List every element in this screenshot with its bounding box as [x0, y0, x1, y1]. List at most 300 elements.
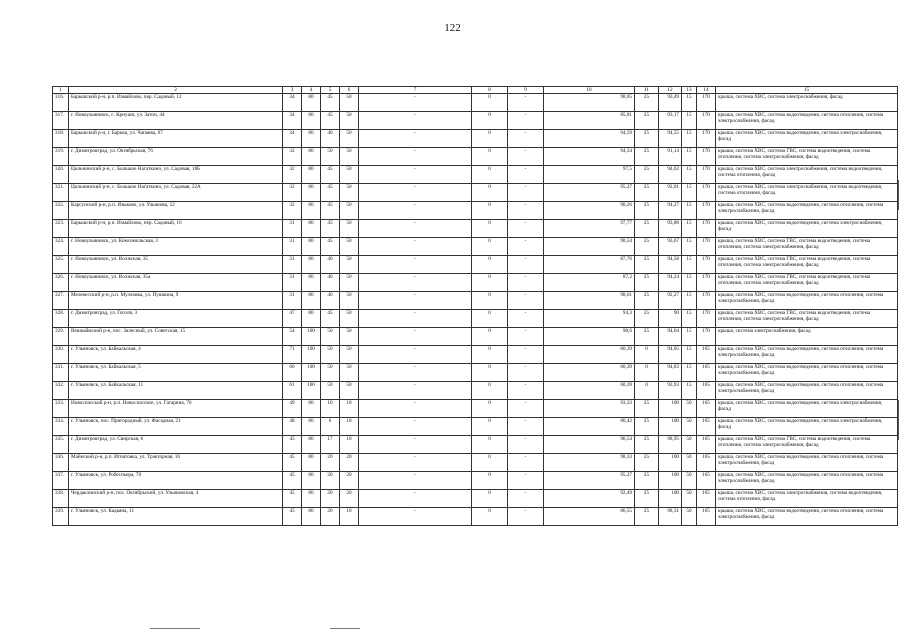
value-cell: 45 — [283, 436, 302, 454]
address-cell: Барышский р-н, г. Барыш, ул. Чапаева, 67 — [69, 130, 283, 148]
table-row — [53, 364, 898, 382]
row-number: 330. — [53, 346, 69, 364]
value-cell: 92,27 — [659, 292, 682, 310]
value-cell: 32 — [283, 166, 302, 184]
value-cell: 0 — [472, 148, 508, 166]
column-header: 8 — [472, 87, 508, 94]
value-cell: 66 — [283, 364, 302, 382]
value-cell: 25 — [635, 130, 659, 148]
value-cell: 94,05 — [659, 346, 682, 364]
value-cell: 10 — [340, 418, 359, 436]
value-cell: - — [359, 238, 472, 256]
works-cell: крыша, система ХВС, система водоотведения, система отопления, система электроснабжения, фасад — [716, 292, 898, 310]
address-cell: г. Ульяновск, пос. Пригородный, ул. Фасадная, 21 — [69, 418, 283, 436]
address-cell: г. Новоульяновск, ул. Волжская, 35 — [69, 256, 283, 274]
row-number: 335. — [53, 436, 69, 454]
column-header: 9 — [508, 87, 544, 94]
address-cell: г. Ульяновск, ул. Байкальская, 4 — [69, 346, 283, 364]
value-cell: 45 — [283, 472, 302, 490]
address-cell: г. Новоульяновск, с. Криуши, ул. Затон, 44 — [69, 112, 283, 130]
value-cell: - — [359, 364, 472, 382]
value-cell: 20 — [321, 490, 340, 508]
value-cell: 25 — [635, 436, 659, 454]
value-cell: 25 — [635, 490, 659, 508]
value-cell: 50 — [321, 364, 340, 382]
value-cell: 98,61 — [544, 292, 635, 310]
value-cell: - — [359, 382, 472, 400]
value-cell: 45 — [321, 220, 340, 238]
value-cell: 31 — [283, 220, 302, 238]
value-cell: 17 — [321, 436, 340, 454]
value-cell: 20 — [340, 454, 359, 472]
value-cell: 90 — [659, 310, 682, 328]
value-cell: 50 — [340, 274, 359, 292]
value-cell: 40 — [321, 274, 340, 292]
row-number: 333. — [53, 400, 69, 418]
value-cell: 165 — [697, 364, 716, 382]
value-cell: - — [508, 454, 544, 472]
table-row — [53, 220, 898, 238]
value-cell: - — [508, 418, 544, 436]
value-cell: - — [359, 220, 472, 238]
value-cell: 20 — [340, 472, 359, 490]
value-cell: 15 — [682, 292, 697, 310]
value-cell: 50 — [340, 346, 359, 364]
value-cell: 93,49 — [659, 94, 682, 112]
value-cell: 50 — [682, 418, 697, 436]
row-number: 326. — [53, 274, 69, 292]
row-number: 324. — [53, 238, 69, 256]
value-cell: - — [508, 166, 544, 184]
works-cell: крыша, система ХВС, система водоотведения, система отопления, система электроснабжения, фасад — [716, 112, 898, 130]
value-cell: 47 — [283, 310, 302, 328]
value-cell: - — [359, 184, 472, 202]
value-cell: 45 — [321, 184, 340, 202]
value-cell: 25 — [635, 418, 659, 436]
value-cell: 10 — [340, 400, 359, 418]
value-cell: 80 — [302, 112, 321, 130]
value-cell: 60,39 — [544, 346, 635, 364]
value-cell: 0 — [472, 220, 508, 238]
document-sheet — [52, 86, 897, 526]
table-row — [53, 292, 898, 310]
value-cell: 170 — [697, 310, 716, 328]
value-cell: 94,27 — [659, 202, 682, 220]
table-row — [53, 490, 898, 508]
value-cell: 25 — [635, 112, 659, 130]
value-cell: 25 — [635, 310, 659, 328]
value-cell: 0 — [472, 364, 508, 382]
value-cell: 80 — [302, 400, 321, 418]
value-cell: - — [508, 382, 544, 400]
value-cell: - — [359, 292, 472, 310]
value-cell: 50 — [321, 328, 340, 346]
value-cell: 80 — [302, 256, 321, 274]
value-cell: 0 — [472, 256, 508, 274]
value-cell: 100 — [302, 328, 321, 346]
value-cell: 0 — [472, 400, 508, 418]
works-cell: крыша, система ХВС, система водоотведения, система отопления, система электроснабжения, фасад — [716, 346, 898, 364]
value-cell: 93,67 — [659, 238, 682, 256]
value-cell: 50 — [321, 382, 340, 400]
address-cell: Цильнинский р-н, с. Большое Нагаткино, ул. Садовая, 22А — [69, 184, 283, 202]
address-cell: г. Димитровград, ул. Свирская, 6 — [69, 436, 283, 454]
value-cell: 50 — [340, 130, 359, 148]
value-cell: - — [359, 472, 472, 490]
row-number: 323. — [53, 220, 69, 238]
row-number: 321. — [53, 184, 69, 202]
value-cell: 10 — [340, 508, 359, 526]
address-cell: Новоспасский р-н, р.п. Новоспасское, ул. Гагарина, 70 — [69, 400, 283, 418]
works-cell: крыша, система ХВС, система водоотведения, система электроснабжения, фасад — [716, 130, 898, 148]
table-row — [53, 346, 898, 364]
table-row — [53, 508, 898, 526]
value-cell: 10 — [321, 400, 340, 418]
table-row — [53, 454, 898, 472]
value-cell: 80,42 — [544, 418, 635, 436]
value-cell: 170 — [697, 292, 716, 310]
value-cell: - — [508, 508, 544, 526]
value-cell: 50 — [340, 328, 359, 346]
value-cell: 50 — [682, 454, 697, 472]
value-cell: 170 — [697, 220, 716, 238]
value-cell: 0 — [635, 382, 659, 400]
value-cell: 20 — [321, 472, 340, 490]
value-cell: 94,64 — [659, 328, 682, 346]
value-cell: 0 — [472, 508, 508, 526]
value-cell: 50 — [340, 94, 359, 112]
address-cell: Майнский р-н, р.п. Игнатовка, ул. Тракторная, 16 — [69, 454, 283, 472]
column-header: 1 — [53, 87, 69, 94]
address-cell: г. Димитровград, ул. Октябрьская, 76 — [69, 148, 283, 166]
row-number: 329. — [53, 328, 69, 346]
column-header: 2 — [69, 87, 283, 94]
value-cell: 15 — [682, 274, 697, 292]
value-cell: 0 — [635, 364, 659, 382]
works-cell: крыша, система ХВС, система ГВС, система водоотведения, система отопления, система электроснабжения, фасад — [716, 310, 898, 328]
value-cell: 98,6 — [544, 328, 635, 346]
value-cell: 15 — [682, 220, 697, 238]
value-cell: - — [508, 202, 544, 220]
value-cell: 25 — [635, 148, 659, 166]
value-cell: - — [359, 436, 472, 454]
row-number: 331. — [53, 364, 69, 382]
row-number: 325. — [53, 256, 69, 274]
value-cell: - — [508, 184, 544, 202]
row-number: 317. — [53, 112, 69, 130]
value-cell: - — [508, 94, 544, 112]
value-cell: - — [508, 274, 544, 292]
row-number: 320. — [53, 166, 69, 184]
table-row — [53, 166, 898, 184]
value-cell: 20 — [340, 490, 359, 508]
table-row — [53, 436, 898, 454]
row-number: 318. — [53, 130, 69, 148]
value-cell: 45 — [321, 112, 340, 130]
value-cell: 95,27 — [544, 472, 635, 490]
value-cell: 95,27 — [544, 184, 635, 202]
value-cell: 94,34 — [544, 148, 635, 166]
value-cell: 50 — [340, 166, 359, 184]
works-cell: крыша, система ХВС, система водоотведения, система отопления, система электроснабжения, фасад — [716, 472, 898, 490]
works-cell: крыша, система ХВС, система электроснабжения, фасад — [716, 94, 898, 112]
value-cell: 31 — [283, 274, 302, 292]
value-cell: 165 — [697, 400, 716, 418]
value-cell: 50 — [340, 202, 359, 220]
value-cell: 50 — [340, 292, 359, 310]
column-header: 3 — [283, 87, 302, 94]
value-cell: 98,05 — [544, 94, 635, 112]
value-cell: 0 — [472, 310, 508, 328]
value-cell: 54 — [283, 328, 302, 346]
table-row — [53, 382, 898, 400]
value-cell: 0 — [472, 274, 508, 292]
value-cell: 45 — [321, 310, 340, 328]
value-cell: 80 — [302, 472, 321, 490]
value-cell: 80 — [302, 454, 321, 472]
value-cell: 25 — [635, 94, 659, 112]
value-cell: 165 — [697, 382, 716, 400]
value-cell: 34 — [283, 94, 302, 112]
value-cell: 45 — [283, 454, 302, 472]
table-row — [53, 274, 898, 292]
value-cell: 170 — [697, 130, 716, 148]
value-cell: 170 — [697, 112, 716, 130]
value-cell: 15 — [682, 166, 697, 184]
value-cell: 25 — [635, 508, 659, 526]
table-row — [53, 112, 898, 130]
value-cell: 165 — [697, 472, 716, 490]
works-cell: крыша, система ХВС, система электроснабжения, система водоотведения, система отопления, фасад — [716, 184, 898, 202]
value-cell: - — [508, 256, 544, 274]
value-cell: - — [359, 346, 472, 364]
table-row — [53, 202, 898, 220]
value-cell: 15 — [682, 184, 697, 202]
value-cell: 20 — [321, 454, 340, 472]
table-row — [53, 328, 898, 346]
value-cell: 92,01 — [659, 184, 682, 202]
value-cell: - — [508, 292, 544, 310]
table-row — [53, 310, 898, 328]
scan-artifact-line — [150, 628, 200, 629]
table-row — [53, 418, 898, 436]
column-header: 15 — [716, 87, 898, 94]
value-cell: 170 — [697, 94, 716, 112]
value-cell: 98,95 — [659, 436, 682, 454]
works-cell: крыша, система ХВС, система электроснабжения, система водоотведения, система отопления, фасад — [716, 166, 898, 184]
works-cell: крыша, система ХВС, система водоотведения, система электроснабжения, фасад — [716, 418, 898, 436]
value-cell: 31 — [283, 238, 302, 256]
value-cell: 50 — [340, 238, 359, 256]
value-cell: 97,77 — [544, 220, 635, 238]
value-cell: 15 — [682, 364, 697, 382]
value-cell: 0 — [472, 184, 508, 202]
housing-table — [52, 86, 898, 526]
value-cell: 25 — [635, 400, 659, 418]
value-cell: 80 — [302, 166, 321, 184]
value-cell: 87,2 — [544, 274, 635, 292]
value-cell: 94,24 — [659, 274, 682, 292]
value-cell: 170 — [697, 148, 716, 166]
value-cell: 80 — [302, 202, 321, 220]
value-cell: 93,93 — [659, 382, 682, 400]
row-number: 334. — [53, 418, 69, 436]
value-cell: 90,26 — [544, 202, 635, 220]
column-header: 5 — [321, 87, 340, 94]
value-cell: 80 — [302, 292, 321, 310]
value-cell: 32 — [283, 184, 302, 202]
row-number: 316. — [53, 94, 69, 112]
value-cell: - — [359, 94, 472, 112]
scan-edge-mark — [898, 400, 899, 440]
row-number: 328. — [53, 310, 69, 328]
value-cell: 0 — [472, 328, 508, 346]
value-cell: 25 — [635, 328, 659, 346]
value-cell: - — [508, 490, 544, 508]
value-cell: - — [359, 328, 472, 346]
value-cell: 49 — [283, 400, 302, 418]
works-cell: крыша, система ХВС, система водоотведения, система отопления, система электроснабжения, фасад — [716, 382, 898, 400]
value-cell: - — [359, 166, 472, 184]
row-number: 338. — [53, 490, 69, 508]
value-cell: 61 — [283, 382, 302, 400]
value-cell: 15 — [682, 328, 697, 346]
value-cell: 50 — [321, 148, 340, 166]
column-header: 13 — [682, 87, 697, 94]
value-cell: 0 — [472, 436, 508, 454]
value-cell: 31 — [283, 256, 302, 274]
value-cell: 170 — [697, 256, 716, 274]
address-cell: г. Новоульяновск, ул. Волжская, 35а — [69, 274, 283, 292]
value-cell: 0 — [472, 418, 508, 436]
value-cell: 165 — [697, 508, 716, 526]
value-cell: 94,3 — [544, 310, 635, 328]
value-cell: 50 — [682, 490, 697, 508]
row-number: 322. — [53, 202, 69, 220]
value-cell: 91,14 — [659, 148, 682, 166]
works-cell: крыша, система ХВС, система водоотведения, система отопления, система электроснабжения, фасад — [716, 364, 898, 382]
value-cell: 50 — [340, 220, 359, 238]
value-cell: 100 — [659, 490, 682, 508]
value-cell: - — [359, 274, 472, 292]
value-cell: 86,55 — [544, 508, 635, 526]
value-cell: 100 — [302, 364, 321, 382]
table-row — [53, 472, 898, 490]
value-cell: - — [508, 220, 544, 238]
scan-artifact-line — [330, 628, 360, 629]
column-header: 12 — [659, 87, 682, 94]
value-cell: 85,81 — [544, 112, 635, 130]
value-cell: - — [508, 364, 544, 382]
value-cell: 0 — [472, 238, 508, 256]
value-cell: 0 — [472, 202, 508, 220]
value-cell: 0 — [635, 346, 659, 364]
value-cell: 25 — [635, 256, 659, 274]
value-cell: 0 — [472, 112, 508, 130]
value-cell: 50 — [340, 256, 359, 274]
table-row — [53, 148, 898, 166]
value-cell: 45 — [283, 490, 302, 508]
value-cell: 170 — [697, 202, 716, 220]
value-cell: 45 — [321, 166, 340, 184]
value-cell: 15 — [682, 346, 697, 364]
address-cell: Барышский р-н, р.п. Измайлово, пер. Садовый, 16 — [69, 220, 283, 238]
works-cell: крыша, система ХВС, система водоотведения, система электроснабжения, фасад — [716, 220, 898, 238]
value-cell: 165 — [697, 436, 716, 454]
value-cell: 50 — [682, 400, 697, 418]
value-cell: 80 — [302, 220, 321, 238]
value-cell: 94,58 — [659, 256, 682, 274]
value-cell: 15 — [682, 112, 697, 130]
value-cell: 80 — [302, 274, 321, 292]
address-cell: Чердаклинский р-н, пос. Октябрьский, ул. Ульяновская, 4 — [69, 490, 283, 508]
value-cell: 25 — [635, 238, 659, 256]
value-cell: 20 — [321, 508, 340, 526]
value-cell: 50 — [682, 472, 697, 490]
value-cell: - — [359, 508, 472, 526]
value-cell: 90,54 — [544, 238, 635, 256]
value-cell: 60,39 — [544, 364, 635, 382]
row-number: 319. — [53, 148, 69, 166]
value-cell: - — [359, 400, 472, 418]
value-cell: 0 — [472, 382, 508, 400]
value-cell: 45 — [283, 508, 302, 526]
value-cell: 15 — [682, 130, 697, 148]
value-cell: 100 — [659, 472, 682, 490]
value-cell: 25 — [635, 220, 659, 238]
value-cell: 50 — [682, 508, 697, 526]
column-header: 14 — [697, 87, 716, 94]
value-cell: 25 — [635, 292, 659, 310]
value-cell: 50 — [340, 184, 359, 202]
value-cell: - — [359, 202, 472, 220]
value-cell: 50 — [682, 436, 697, 454]
works-cell: крыша, система ХВС, система ГВС, система водоотведения, система отопления, система электроснабжения, фасад — [716, 238, 898, 256]
works-cell: крыша, система ХВС, система ГВС, система водоотведения, система отопления, система электроснабжения, фасад — [716, 274, 898, 292]
value-cell: 94,55 — [659, 130, 682, 148]
address-cell: г. Ульяновск, ул. Робеспьера, 70 — [69, 472, 283, 490]
value-cell: 94,62 — [659, 166, 682, 184]
value-cell: 71 — [283, 346, 302, 364]
value-cell: - — [508, 130, 544, 148]
value-cell: - — [508, 310, 544, 328]
value-cell: 32 — [283, 148, 302, 166]
works-cell: крыша, система ХВС, система электроснабжения, система водоотведения, система отопления, фасад — [716, 490, 898, 508]
value-cell: 165 — [697, 454, 716, 472]
value-cell: 170 — [697, 274, 716, 292]
value-cell: 80 — [302, 490, 321, 508]
value-cell: 93,33 — [544, 400, 635, 418]
row-number: 327. — [53, 292, 69, 310]
value-cell: 50 — [340, 148, 359, 166]
row-number: 336. — [53, 454, 69, 472]
works-cell: крыша, система электроснабжения, фасад — [716, 328, 898, 346]
row-number: 339. — [53, 508, 69, 526]
value-cell: 100 — [302, 346, 321, 364]
works-cell: крыша, система ХВС, система ГВС, система водоотведения, система отопления, система электроснабжения, фасад — [716, 148, 898, 166]
value-cell: 15 — [682, 202, 697, 220]
value-cell: 15 — [682, 382, 697, 400]
value-cell: - — [508, 148, 544, 166]
address-cell: г. Димитровград, ул. Гоголя, 3 — [69, 310, 283, 328]
address-cell: г. Ульяновск, ул. Байкальская, 5 — [69, 364, 283, 382]
value-cell: - — [508, 472, 544, 490]
value-cell: 15 — [682, 310, 697, 328]
table-row — [53, 256, 898, 274]
value-cell: 100 — [659, 418, 682, 436]
works-cell: крыша, система ХВС, система водоотведения, система отопления, система электроснабжения, фасад — [716, 508, 898, 526]
value-cell: 80 — [302, 436, 321, 454]
